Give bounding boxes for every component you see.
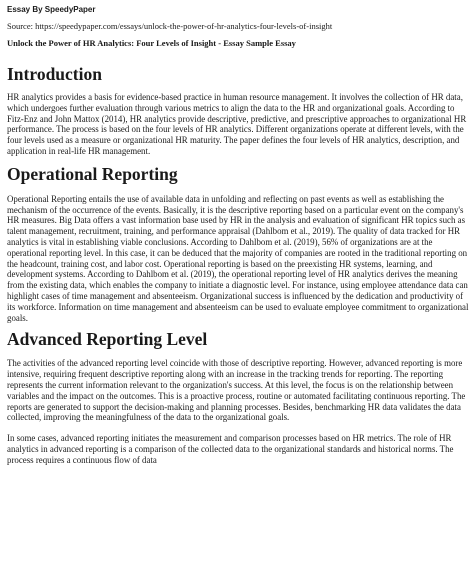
heading-introduction: Introduction <box>7 64 102 84</box>
paragraph-advanced-reporting-2: In some cases, advanced reporting initiates the measurement and comparison processes based on HR metrics. The role of HR analytics in advanced reporting is a comparison of the collected data to the organizational standards and historical norms. The process requires a continuous flow of data <box>7 433 454 465</box>
essay-brand: Essay By SpeedyPaper <box>7 5 96 14</box>
paragraph-introduction: HR analytics provides a basis for evidence-based practice in human resource management. It involves the collection of HR data, which undergoes further evaluation through various metrics to align the data to the HR and organizational goals. According to Fitz-Enz and John Mattox (2014), HR analytics provide descriptive, predictive, and prescriptive approaches to organizational HR performance. The process is based on the four levels of HR analytics. Different organizations operate at different levels, with the four levels used as a measure or organizational HR maturity. The paper defines the four levels of HR analytics, description, and application in real-life HR management. <box>7 92 467 156</box>
document-title: Unlock the Power of HR Analytics: Four Levels of Insight - Essay Sample Essay <box>7 38 296 48</box>
source-line: Source: https://speedypaper.com/essays/unlock-the-power-of-hr-analytics-four-levels-of-insight <box>7 21 333 31</box>
paragraph-operational-reporting: Operational Reporting entails the use of available data in unfolding and reflecting on past events as well as establishing the mechanism of the occurrence of the events. Basically, it is the descriptive reporting based on a particular event on the company's HR measures. Big Data offers a vast information base used by HR in the analysis and evaluation of significant HR topics such as talent management, recruitment, training, and performance appraisal (Dahlbom et al., 2019). The quality of data tracked for HR analytics is vital in establishing viable conclusions. According to Dahlbom et al. (2019), 56% of organizations are at the operational reporting level. In this case, it can be deduced that the majority of companies are rooted in the traditional reporting on the headcount, training cost, and labor cost. Operational reporting is based on the preexisting HR systems, learning, and development systems. According to Dahlbom et al. (2019), the operational reporting level of HR analytics derives the meaning from the existing data, which enables the company to initiate a diagnostic level. For instance, using employee attendance data can highlight cases of time management and absenteeism. Organizational success is influenced by the dedication and productivity of its workforce. Information on time management and absenteeism can be used to evaluate employee commitment to organizational goals. <box>7 193 469 323</box>
heading-operational-reporting: Operational Reporting <box>7 163 178 184</box>
essay-body <box>7 54 469 466</box>
heading-advanced-reporting: Advanced Reporting Level <box>7 329 208 350</box>
paragraph-advanced-reporting-1: The activities of the advanced reporting level coincide with those of descriptive reporting. However, advanced reporting is more intensive, requiring frequent descriptive reporting along with an increase in the tracking trends for reporting. The reporting represents the current information relevant to the organization's success. At this level, the focus is on the relationship between variables and the impact on the outcomes. This is a proactive process, routine or automated facilitating continuous reporting. The reports are generated to support the decision-making and planning processes. Besides, benchmarking HR data validates the data collected, improving the meaningfulness of the data to the organizational goals. <box>7 358 466 423</box>
